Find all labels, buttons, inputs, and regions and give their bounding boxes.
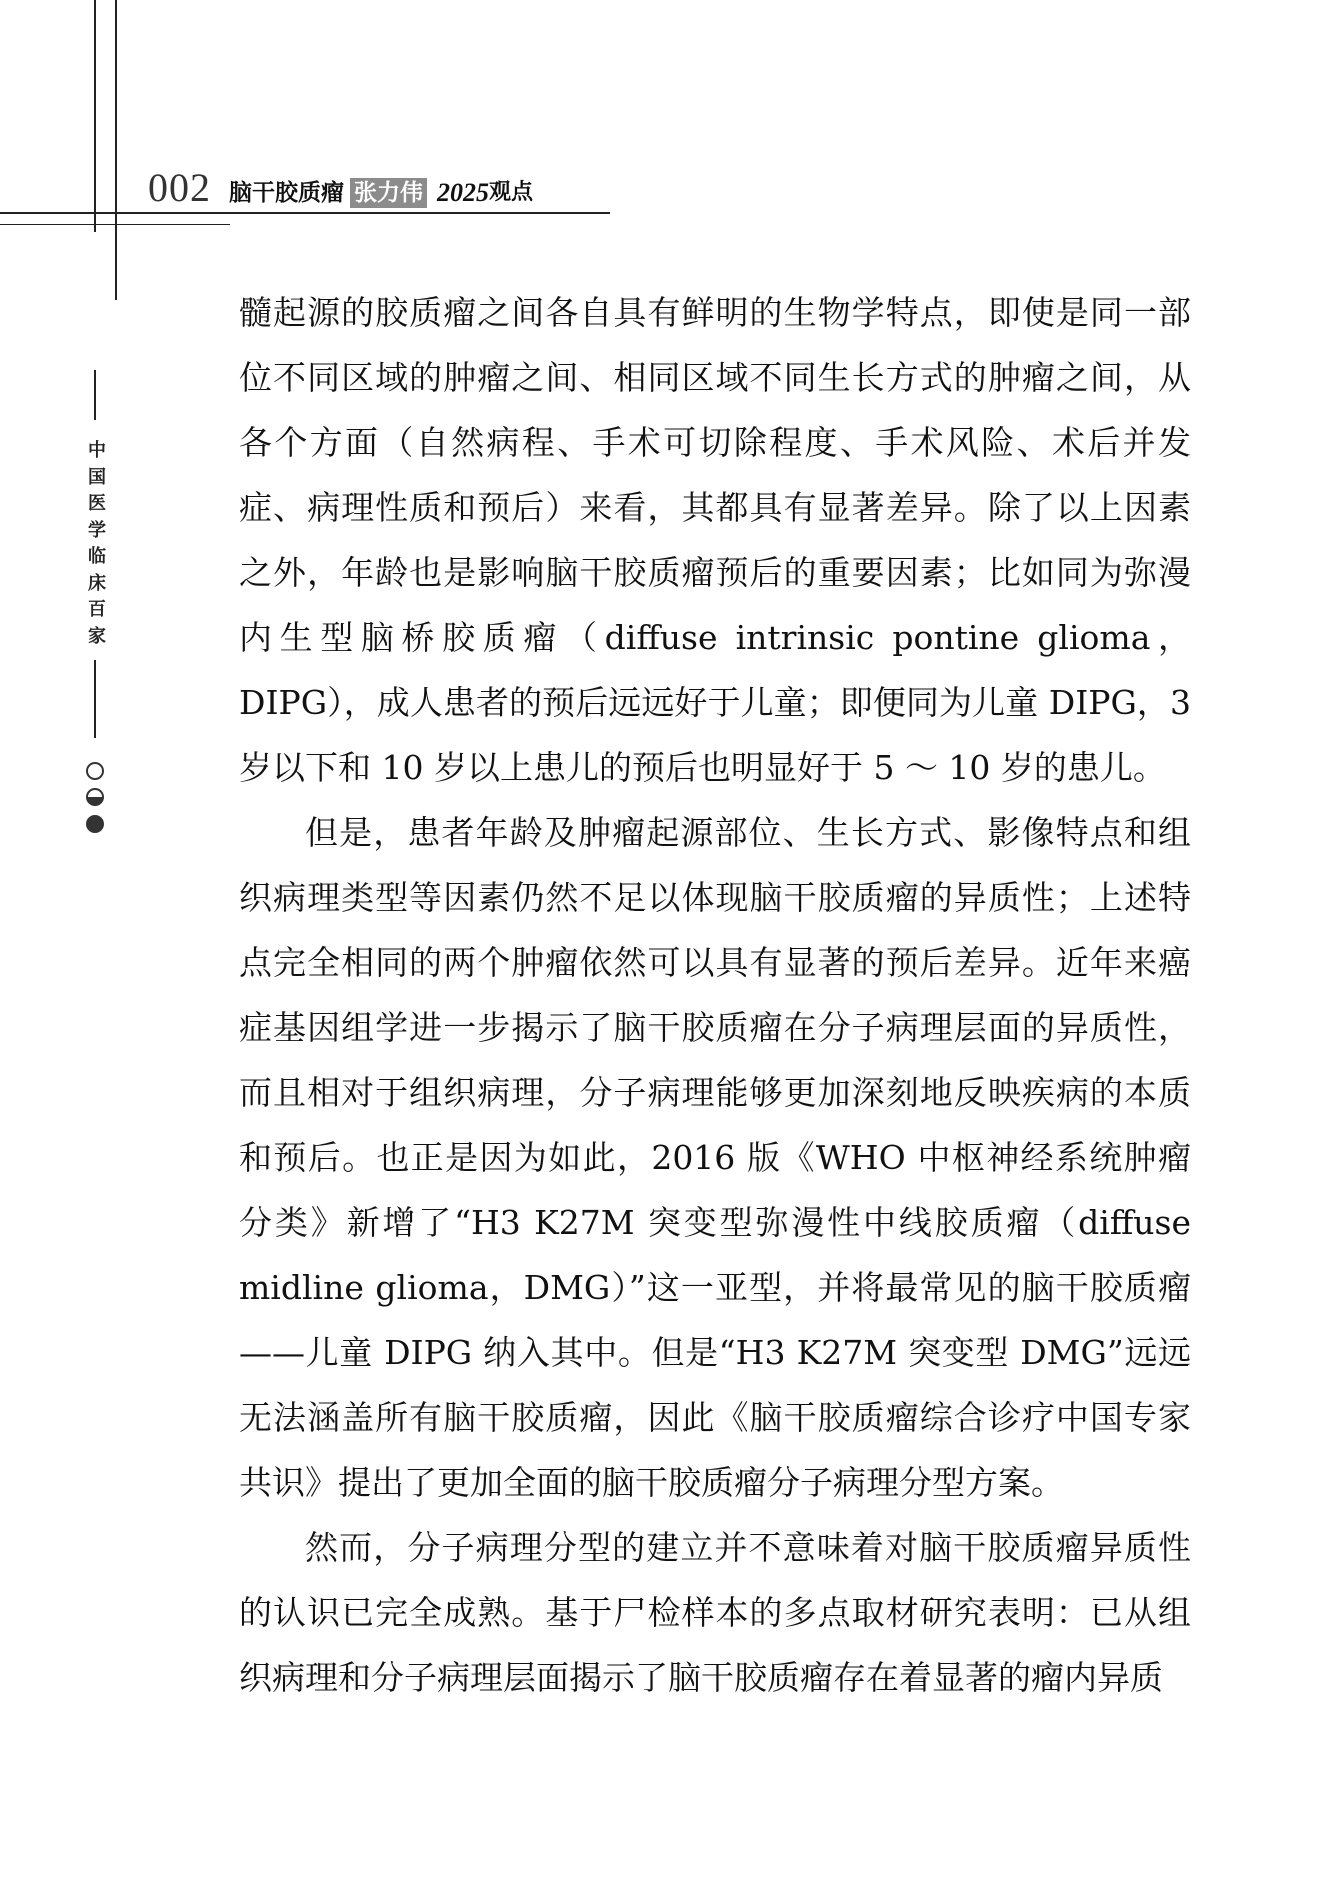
body-text: [239, 280, 1191, 1710]
frame-horizontal-line-bottom: [0, 224, 230, 225]
half-filled-circle-icon: [86, 788, 104, 806]
frame-horizontal-line-top: [0, 212, 610, 214]
empty-circle-icon: [86, 762, 104, 780]
author-badge: 张力伟: [350, 178, 427, 208]
page-number: 002: [148, 165, 211, 210]
views-label: 观点: [489, 180, 534, 205]
frame-vertical-line-inner: [115, 0, 117, 300]
paragraph: 然而，分子病理分型的建立并不意味着对脑干胶质瘤异质性的认识已完全成熟。基于尸检样本的多点取材研究表明：已从组织病理和分子病理层面揭示了脑干胶质瘤存在着显著的瘤内异质: [239, 1528, 1191, 1697]
frame-vertical-line-outer: [94, 0, 96, 232]
sidebar-line-upper: [94, 370, 96, 420]
book-title: 脑干胶质瘤: [229, 180, 344, 206]
series-label: 中国医学临床百家: [88, 440, 106, 647]
paragraph: 但是，患者年龄及肿瘤起源部位、生长方式、影像特点和组织病理类型等因素仍然不足以体现脑干胶质瘤的异质性；上述特点完全相同的两个肿瘤依然可以具有显著的预后差异。近年来癌症基因组学进一步揭示了脑干胶质瘤在分子病理层面的异质性，而且相对于组织病理，分子病理能够更加深刻地反映疾病的本质和预后。也正是因为如此，2016 版《WHO 中枢神经系统肿瘤分类》新增了“H3 K27M 突变型弥漫性中线胶质瘤（diffuse midline glioma，DMG）”这一亚型，并将最常见的脑干胶质瘤——儿童 DIPG 纳入其中。但是“H3 K27M 突变型 DMG”远远无法涵盖所有脑干胶质瘤，因此《脑干胶质瘤综合诊疗中国专家共识》提出了更加全面的脑干胶质瘤分子病理分型方案。: [239, 813, 1191, 1502]
paragraph: 髓起源的胶质瘤之间各自具有鲜明的生物学特点，即使是同一部位不同区域的肿瘤之间、相同区域不同生长方式的肿瘤之间，从各个方面（自然病程、手术可切除程度、手术风险、术后并发症、病理性质和预后）来看，其都具有显著差异。除了以上因素之外，年龄也是影响脑干胶质瘤预后的重要因素；比如同为弥漫内生型脑桥胶质瘤（diffuse intrinsic pontine glioma，DIPG），成人患者的预后远远好于儿童；即便同为儿童 DIPG，3 岁以下和 10 岁以上患儿的预后也明显好于 5 ～ 10 岁的患儿。: [239, 293, 1191, 787]
sidebar-line-lower: [94, 660, 96, 738]
edition-year: 2025: [437, 178, 489, 207]
running-header: [148, 165, 534, 210]
filled-circle-icon: [86, 815, 104, 833]
